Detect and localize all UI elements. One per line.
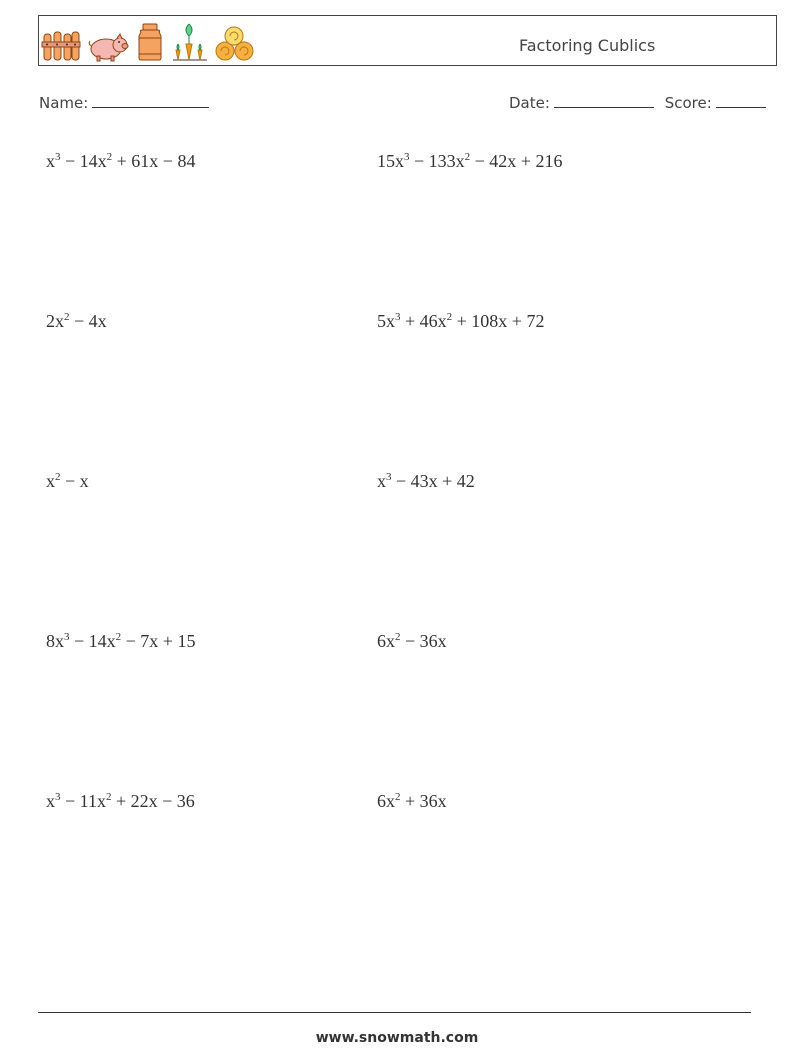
exponent: 2: [55, 471, 61, 483]
expression-term: 6x: [377, 631, 395, 651]
expression-term: + 46x: [400, 311, 447, 331]
expression-term: − 14x: [60, 151, 107, 171]
expression-term: 5x: [377, 311, 395, 331]
worksheet-header: [38, 15, 777, 66]
date-blank[interactable]: [554, 93, 654, 108]
footer-divider: [38, 1012, 751, 1013]
hay-bales-icon: [215, 24, 255, 62]
name-blank[interactable]: [92, 93, 209, 108]
problem-7: [46, 631, 195, 652]
exponent: 3: [404, 151, 410, 163]
exponent: 3: [395, 311, 401, 323]
problem-4: [377, 311, 544, 332]
expression-term: − 133x: [409, 151, 465, 171]
problem-10: [377, 791, 447, 812]
expression-term: 6x: [377, 791, 395, 811]
pig-icon: [87, 32, 129, 62]
problem-1: [46, 151, 195, 172]
carrots-icon: [171, 22, 209, 62]
exponent: 2: [395, 631, 401, 643]
problem-6: [377, 471, 475, 492]
expression-term: + 61x − 84: [112, 151, 196, 171]
exponent: 2: [105, 791, 112, 803]
exponent: 2: [464, 151, 471, 163]
expression-term: x: [46, 151, 55, 171]
exponent: 2: [115, 631, 122, 643]
footer-url: www.snowmath.com: [315, 1030, 479, 1046]
score-label: Score:: [664, 94, 712, 112]
exponent: 3: [386, 471, 392, 483]
name-label: Name:: [39, 94, 89, 112]
expression-term: − 36x: [400, 631, 447, 651]
worksheet-title: Factoring Cublics: [519, 36, 656, 55]
fence-icon: [41, 28, 81, 62]
expression-term: − 4x: [69, 311, 107, 331]
expression-term: − 42x + 216: [470, 151, 563, 171]
problem-8: [377, 631, 447, 652]
expression-term: x: [46, 791, 55, 811]
exponent: 3: [55, 151, 61, 163]
expression-term: 2x: [46, 311, 64, 331]
expression-term: + 36x: [400, 791, 447, 811]
exponent: 3: [64, 631, 70, 643]
problem-3: [46, 311, 107, 332]
expression-term: 8x: [46, 631, 64, 651]
header-icons: [41, 20, 255, 62]
expression-term: − 11x: [60, 791, 106, 811]
date-label: Date:: [509, 94, 550, 112]
name-field: [39, 93, 209, 112]
expression-term: x: [46, 471, 55, 491]
expression-term: + 108x + 72: [452, 311, 545, 331]
expression-term: − 14x: [69, 631, 116, 651]
exponent: 2: [106, 151, 113, 163]
expression-term: + 22x − 36: [111, 791, 195, 811]
date-score-fields: [509, 93, 766, 112]
expression-term: − 43x + 42: [391, 471, 475, 491]
exponent: 2: [446, 311, 453, 323]
exponent: 2: [64, 311, 70, 323]
problem-5: [46, 471, 89, 492]
expression-term: − 7x + 15: [121, 631, 196, 651]
problem-2: [377, 151, 562, 172]
expression-term: x: [377, 471, 386, 491]
problem-9: [46, 791, 195, 812]
exponent: 3: [55, 791, 61, 803]
score-blank[interactable]: [716, 93, 766, 108]
exponent: 2: [395, 791, 401, 803]
expression-term: − x: [60, 471, 89, 491]
expression-term: 15x: [377, 151, 404, 171]
milk-jug-icon: [135, 22, 165, 62]
